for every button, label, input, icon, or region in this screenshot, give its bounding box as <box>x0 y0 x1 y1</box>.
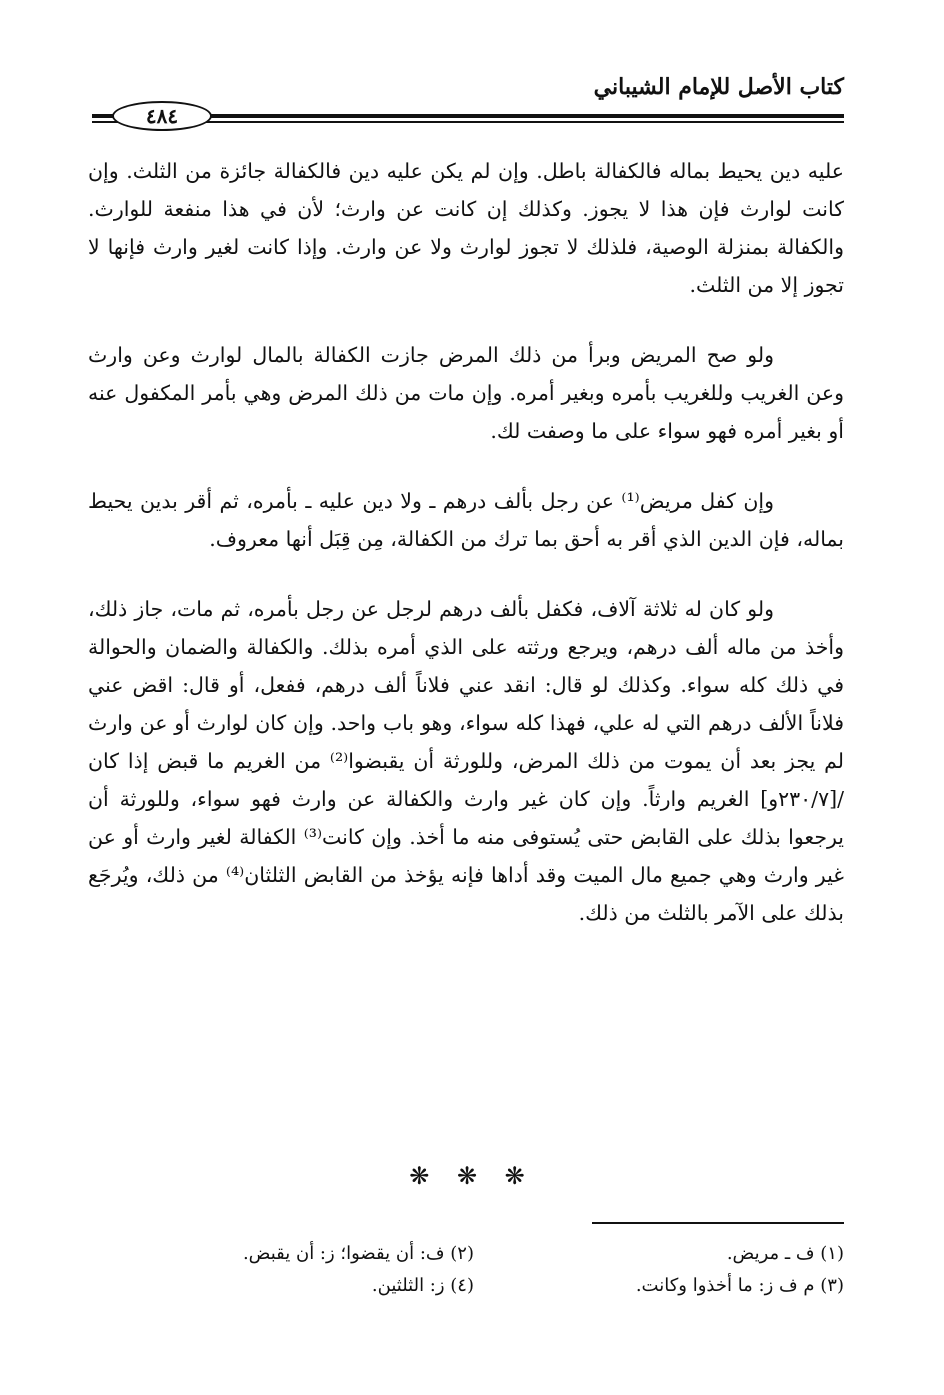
section-ornament: ❋ ❋ ❋ <box>409 1162 535 1190</box>
paragraph-1: عليه دين يحيط بماله فالكفالة باطل. وإن لم يكن عليه دين فالكفالة جائزة من الثلث. وإن كانت لوارث فإن هذا لا يجوز. وكذلك إن كانت عن وارث؛ لأن في هذا منفعة للوارث. والكفالة بمنزلة الوصية، فلذلك لا تجوز لوارث ولا عن وارث. وإذا كانت لغير وارث فإنها لا تجوز إلا من الثلث. <box>88 159 844 297</box>
book-title: كتاب الأصل للإمام الشيباني <box>593 74 844 100</box>
paragraph-3: وإن كفل مريض⁽¹⁾ عن رجل بألف درهم ـ ولا دين عليه ـ بأمره، ثم أقر بدين يحيط بماله، فإن الدين الذي أقر به أحق بما ترك من الكفالة، مِن قِبَل أنها معروف. <box>88 489 844 551</box>
footnote-2: (٢) ف: أن يقضوا؛ ز: أن يقبض. <box>242 1243 474 1264</box>
paragraph-2: ولو صح المريض وبرأ من ذلك المرض جازت الكفالة بالمال لوارث وعن وارث وعن الغريب وللغريب بأمره وبغير أمره. وإن مات من ذلك المرض وهي بأمر المكفول عنه أو بغير أمره فهو سواء على ما وصفت لك. <box>88 343 844 443</box>
footnote-row <box>104 1238 844 1270</box>
footnote-1: (١) ف ـ مريض. <box>726 1243 844 1264</box>
footnote-3: (٣) م ف ز: ما أخذوا وكانت. <box>635 1275 844 1296</box>
footnote-row <box>104 1270 844 1302</box>
footnote-4: (٤) ز: الثلثين. <box>371 1275 474 1296</box>
footnote-rule <box>592 1222 844 1224</box>
paragraph-4: ولو كان له ثلاثة آلاف، فكفل بألف درهم لرجل عن رجل بأمره، ثم مات، جاز ذلك، وأخذ من ماله ألف درهم، ويرجع ورثته على الذي أمره بذلك. والكفالة والضمان والحوالة في ذلك كله سواء. وكذلك لو قال: انقد عني فلاناً ألف درهم، ففعل، أو قال: اقض عني فلاناً الألف درهم التي له علي، فهذا كله سواء، وهو باب واحد. وإن كان لوارث أو عن وارث لم يجز بعد أن يموت من ذلك المرض، وللورثة أن يقبضوا⁽²⁾ من الغريم ما قبض إذا كان /[٢٣٠/٧و] الغريم وارثاً. وإن كان غير وارث والكفالة عن وارث فهو سواء، وللورثة أن يرجعوا بذلك على القابض حتى يُستوفى منه ما أخذ. وإن كانت⁽³⁾ الكفالة لغير وارث أو عن غير وارث وهي جميع مال الميت وقد أداها فإنه يؤخذ من القابض الثلثان⁽⁴⁾ من ذلك، ويُرجَع بذلك على الآمر بالثلث من ذلك. <box>88 597 845 925</box>
page-number: ٤٨٤ <box>112 101 212 131</box>
main-text <box>88 152 844 964</box>
page-header <box>92 70 844 130</box>
footnotes <box>104 1238 844 1302</box>
